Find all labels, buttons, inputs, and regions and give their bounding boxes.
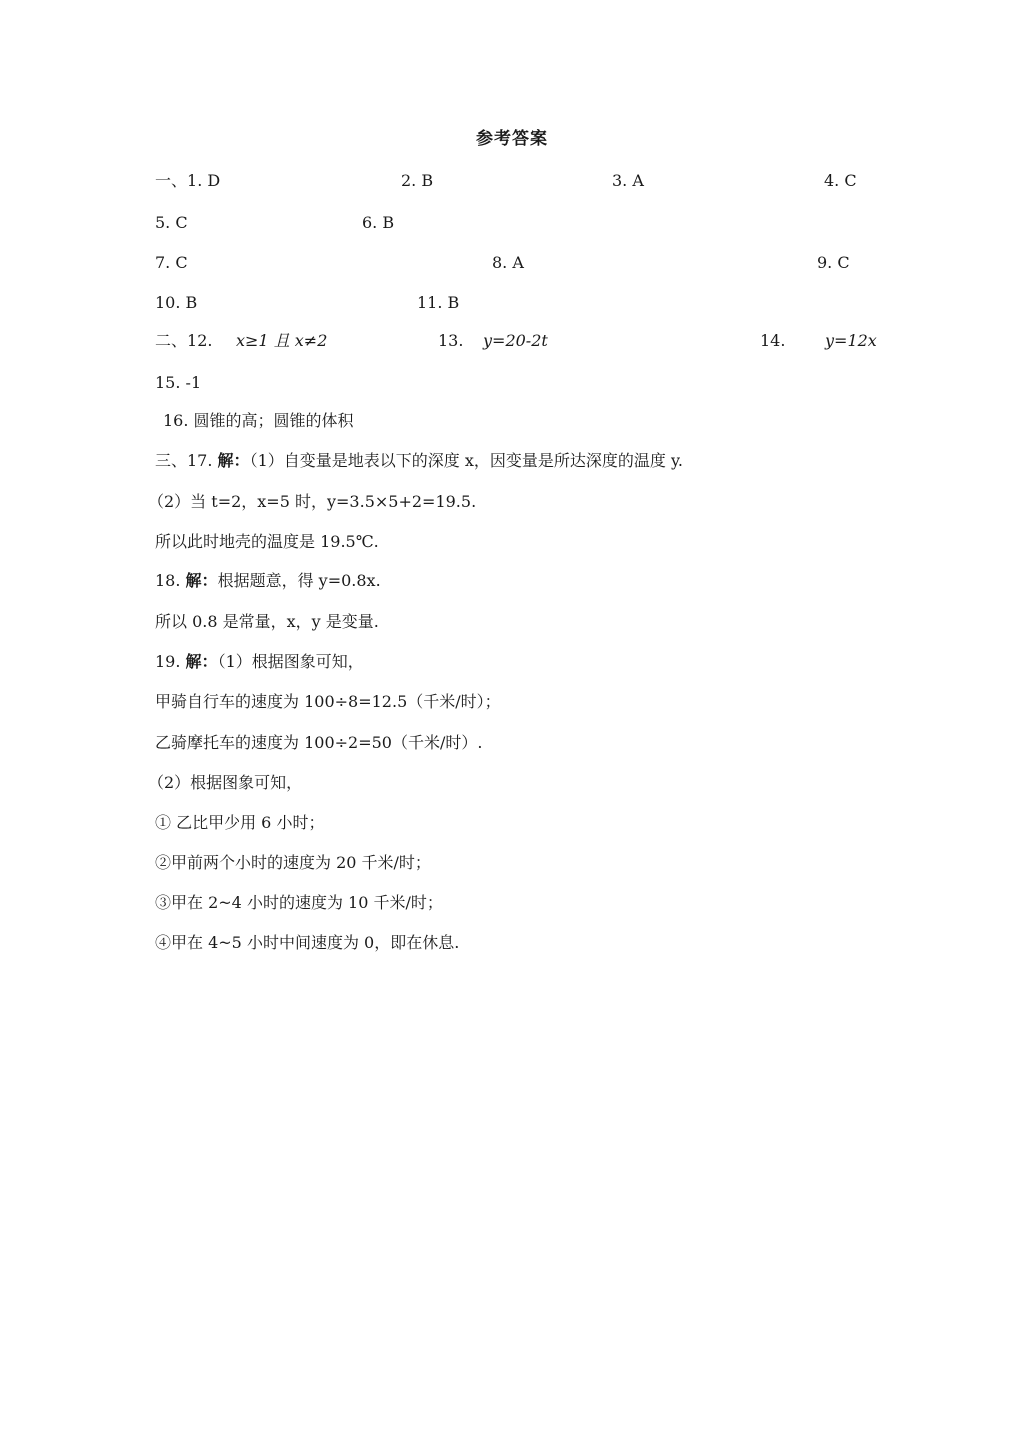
section2-prefix: 二、	[155, 331, 188, 350]
answer-6: 6. B	[362, 213, 395, 232]
answer-19-line1	[155, 651, 364, 673]
answer-17-line2: （2）当 t=2，x=5 时，y=3.5×5+2=19.5.	[148, 492, 477, 511]
answer-11: 11. B	[417, 293, 460, 312]
answer-4: 4. C	[824, 171, 857, 190]
answer-2: 2. B	[401, 171, 434, 190]
answer-3: 3. A	[612, 171, 644, 190]
answer-19-number: 19.	[155, 652, 181, 671]
solution-label: 解：	[217, 451, 250, 470]
answer-14: y=12x	[825, 331, 877, 350]
answer-13: y=20-2t	[483, 331, 548, 350]
answer-19-line2: 甲骑自行车的速度为 100÷8=12.5（千米/时）；	[155, 692, 501, 711]
answer-17-part1: （1）自变量是地表以下的深度 x，因变量是所达深度的温度 y.	[249, 451, 683, 470]
solution-label: 解：	[185, 652, 218, 671]
answer-19-line4: （2）根据图象可知，	[148, 773, 303, 792]
answer-18-number: 18.	[155, 571, 181, 590]
answer-19-line3: 乙骑摩托车的速度为 100÷2=50（千米/时）.	[155, 733, 483, 752]
answer-19-line6: ②甲前两个小时的速度为 20 千米/时；	[155, 853, 431, 872]
answer-15: 15. -1	[155, 373, 202, 392]
page-title: 参考答案	[476, 129, 548, 149]
answer-10: 10. B	[155, 293, 198, 312]
answer-18-line2: 所以 0.8 是常量，x，y 是变量.	[155, 612, 379, 631]
answer-14-number: 14.	[760, 331, 786, 350]
solution-label: 解：	[185, 571, 218, 590]
answer-13-number: 13.	[438, 331, 464, 350]
answer-8: 8. A	[492, 253, 524, 272]
answer-16: 16. 圆锥的高；圆锥的体积	[163, 411, 354, 430]
answer-12-number: 12.	[187, 331, 213, 350]
answer-12: x≥1 且 x≠2	[236, 331, 328, 350]
answer-19-line5: ① 乙比甲少用 6 小时；	[155, 813, 325, 832]
answer-9: 9. C	[817, 253, 850, 272]
answer-17-line1	[155, 450, 683, 472]
answer-5: 5. C	[155, 213, 188, 232]
answer-19-line8: ④甲在 4~5 小时中间速度为 0，即在休息.	[155, 933, 460, 952]
answer-1: 1. D	[187, 171, 221, 190]
answer-19-line7: ③甲在 2~4 小时的速度为 10 千米/时；	[155, 893, 443, 912]
answer-18-part1: 根据题意，得 y=0.8x.	[217, 571, 381, 590]
section1-row1-item1	[155, 170, 220, 192]
answer-12-label	[155, 330, 212, 352]
answer-18-line1	[155, 570, 381, 592]
section1-prefix: 一、	[155, 171, 188, 190]
section3-prefix: 三、17.	[155, 451, 213, 470]
answer-7: 7. C	[155, 253, 188, 272]
answer-17-line3: 所以此时地壳的温度是 19.5℃.	[155, 532, 379, 551]
answer-19-part1: （1）根据图象可知，	[217, 652, 364, 671]
